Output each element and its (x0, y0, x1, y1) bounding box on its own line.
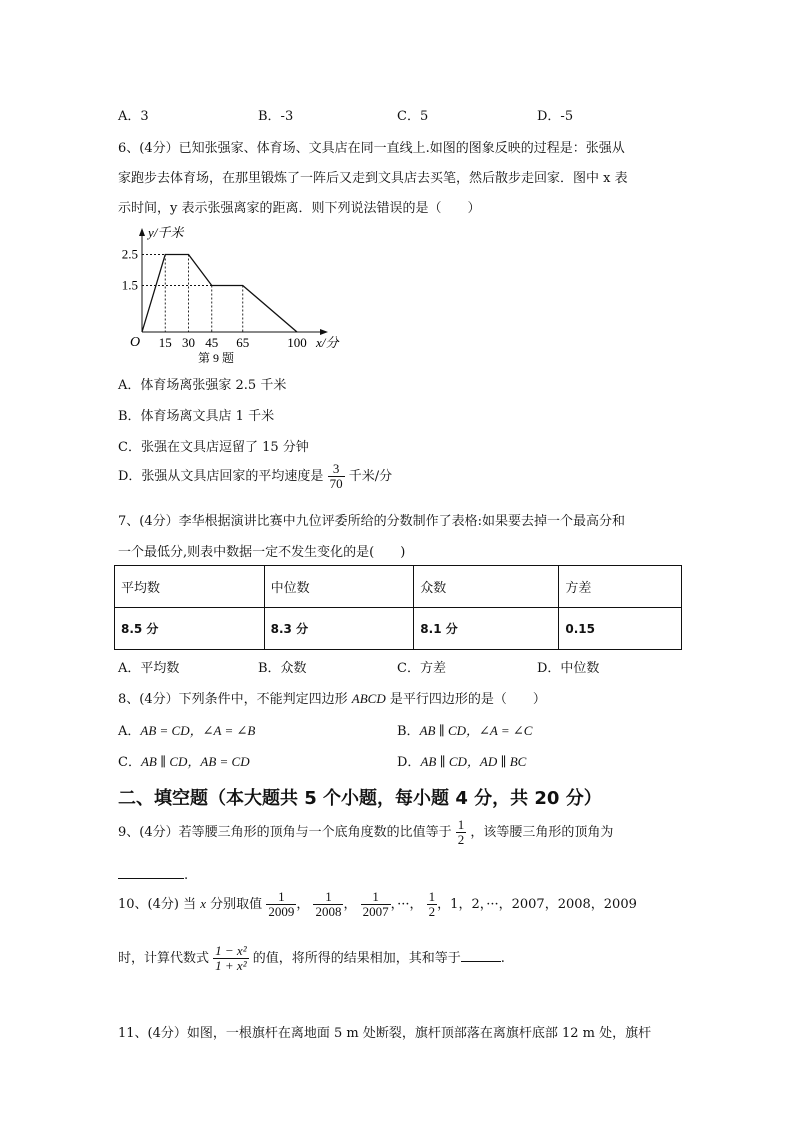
q8-stem-suffix: 是平行四边形的是（ ） (389, 692, 546, 707)
q7-option-a: A．平均数 (118, 661, 180, 676)
q6-option-d-prefix: D．张强从文具店回家的平均速度是 (118, 469, 324, 484)
chart-origin-label: O (130, 335, 141, 350)
x-tick-label: 30 (182, 335, 195, 350)
q6-option-c: C．张强在文具店逗留了 15 分钟 (118, 440, 309, 455)
q5-option-c: C．5 (397, 109, 429, 124)
q11-stem-line1: 11、(4分）如图，一根旗杆在离地面 5 m 处断裂，旗杆顶部落在离旗杆底部 12 m 处，旗杆 (118, 1026, 652, 1041)
q8-stem-prefix: 8、(4分）下列条件中，不能判定四边形 (118, 692, 348, 707)
x-tick-label: 15 (158, 335, 172, 350)
table-cell: 8.1 分 (414, 608, 559, 650)
q7-option-c: C．方差 (397, 661, 446, 676)
chart-x-tick-labels (159, 335, 307, 350)
table-header-cell: 平均数 (115, 566, 265, 608)
q6-stem-line2: 家跑步去体育场，在那里锻炼了一阵后又走到文具店去买笔，然后散步走回家．图中 x 表 (118, 171, 628, 186)
q8-option-a: A．AB = CD，∠A = ∠B (118, 723, 256, 739)
q10-stem-line2: 时，计算代数式 $\frac{\text{1 − x²}}{\text{1 + x²}}$ 的值，将所得的结果相加，其和等于 . (118, 943, 505, 973)
y-axis-arrow (139, 228, 145, 236)
q6-stem-line3: 示时间，y 表示张强离家的距离．则下列说法错误的是（ ） (118, 201, 481, 216)
table-row (115, 608, 682, 650)
q7-stem-line1: 7、(4分）李华根据演讲比赛中九位评委所给的分数制作了表格:如果要去掉一个最高分和 (118, 514, 625, 529)
distance-time-chart (118, 224, 358, 366)
q9-answer-line: . (118, 866, 188, 883)
q10-fraction-3: $\frac{1}{2007}$ (362, 889, 389, 919)
table-cell: 8.3 分 (264, 608, 414, 650)
q10-mid: 分别取值 (210, 897, 263, 912)
q6-option-d-fraction: $\frac{3}{70}$ (329, 461, 343, 491)
q6-stem-line1: 6、(4分）已知张强家、体育场、文具店在同一直线上.如图的图象反映的过程是：张强从 (118, 141, 625, 156)
y-tick-label: 1.5 (121, 277, 138, 293)
q8-option-b: B．AB ∥ CD，∠A = ∠C (397, 723, 533, 739)
q10-prefix: 10、(4分) 当 (118, 897, 197, 912)
q10-expression: $\frac{\text{1 − x²}}{\text{1 + x²}}$ (215, 943, 247, 973)
chart-x-label: x/分 (316, 335, 339, 350)
q10-line2-prefix: 时，计算代数式 (118, 951, 210, 966)
chart-y-tick-labels (122, 247, 138, 293)
q5-option-d: D．-5 (537, 109, 574, 124)
table-cell: 8.5 分 (115, 608, 265, 650)
q7-option-b: B．众数 (258, 661, 307, 676)
table-header-cell: 中位数 (264, 566, 414, 608)
chart-y-label: y/千米 (148, 225, 184, 240)
q6-option-a: A．体育场离张强家 2.5 千米 (118, 378, 287, 393)
chart-axes (139, 228, 328, 335)
section-title-fill-in: 二、填空题（本大题共 5 个小题，每小题 4 分，共 20 分） (118, 788, 602, 809)
q7-stem-line2: 一个最低分,则表中数据一定不发生变化的是( ) (118, 545, 406, 560)
q10-stem-line1: 10、(4分) 当 x 分别取值 $\frac{1}{2009}$ ， $\frac{1}{2008}$ ， $\frac{1}{2007}$ ，···， $\frac{1}{2}$ ，1，2，···，2007，2008，2009 (118, 889, 637, 919)
q8-stem-var: ABCD (351, 691, 386, 706)
table-cell: 0.15 (559, 608, 682, 650)
q9-answer-blank[interactable] (118, 866, 184, 879)
table-header-cell: 方差 (559, 566, 682, 608)
q9-stem (118, 818, 613, 847)
score-stats-table (114, 565, 682, 650)
y-tick-label: 2.5 (121, 246, 138, 262)
x-tick-label: 65 (236, 335, 250, 350)
q8-stem (118, 688, 546, 707)
chart-title: 第 9 题 (198, 351, 235, 365)
table-header-cell: 众数 (414, 566, 559, 608)
q10-var: x (200, 896, 207, 911)
q10-answer-blank[interactable] (461, 949, 501, 962)
q5-option-a: A．3 (118, 109, 149, 124)
q8-option-d: D．AB ∥ CD，AD ∥ BC (397, 754, 527, 770)
q6-option-b: B．体育场离文具店 1 千米 (118, 409, 275, 424)
q10-tail: ，1，2，···，2007，2008，2009 (437, 897, 637, 912)
x-tick-label: 100 (287, 335, 307, 350)
q10-fraction-1: $\frac{1}{2009}$ (268, 889, 295, 919)
q9-suffix: ，该等腰三角形的顶角为 (470, 825, 614, 840)
q10-line2-suffix: 的值，将所得的结果相加，其和等于 (252, 951, 461, 966)
q8-option-c: C．AB ∥ CD，AB = CD (118, 754, 250, 770)
q9-prefix: 9、(4分）若等腰三角形的顶角与一个底角度数的比值等于 (118, 825, 452, 840)
q9-fraction: $\frac{1}{2}$ (457, 817, 465, 847)
x-tick-label: 45 (205, 335, 219, 350)
q10-fraction-4: $\frac{1}{2}$ (428, 889, 436, 919)
chart-guides (142, 255, 243, 333)
q6-option-d (118, 462, 392, 491)
table-header-row (115, 566, 682, 608)
q10-fraction-2: $\frac{1}{2008}$ (315, 889, 342, 919)
q5-option-b: B．-3 (258, 109, 294, 124)
q6-option-d-suffix: 千米/分 (348, 469, 393, 484)
q7-option-d: D．中位数 (537, 661, 600, 676)
